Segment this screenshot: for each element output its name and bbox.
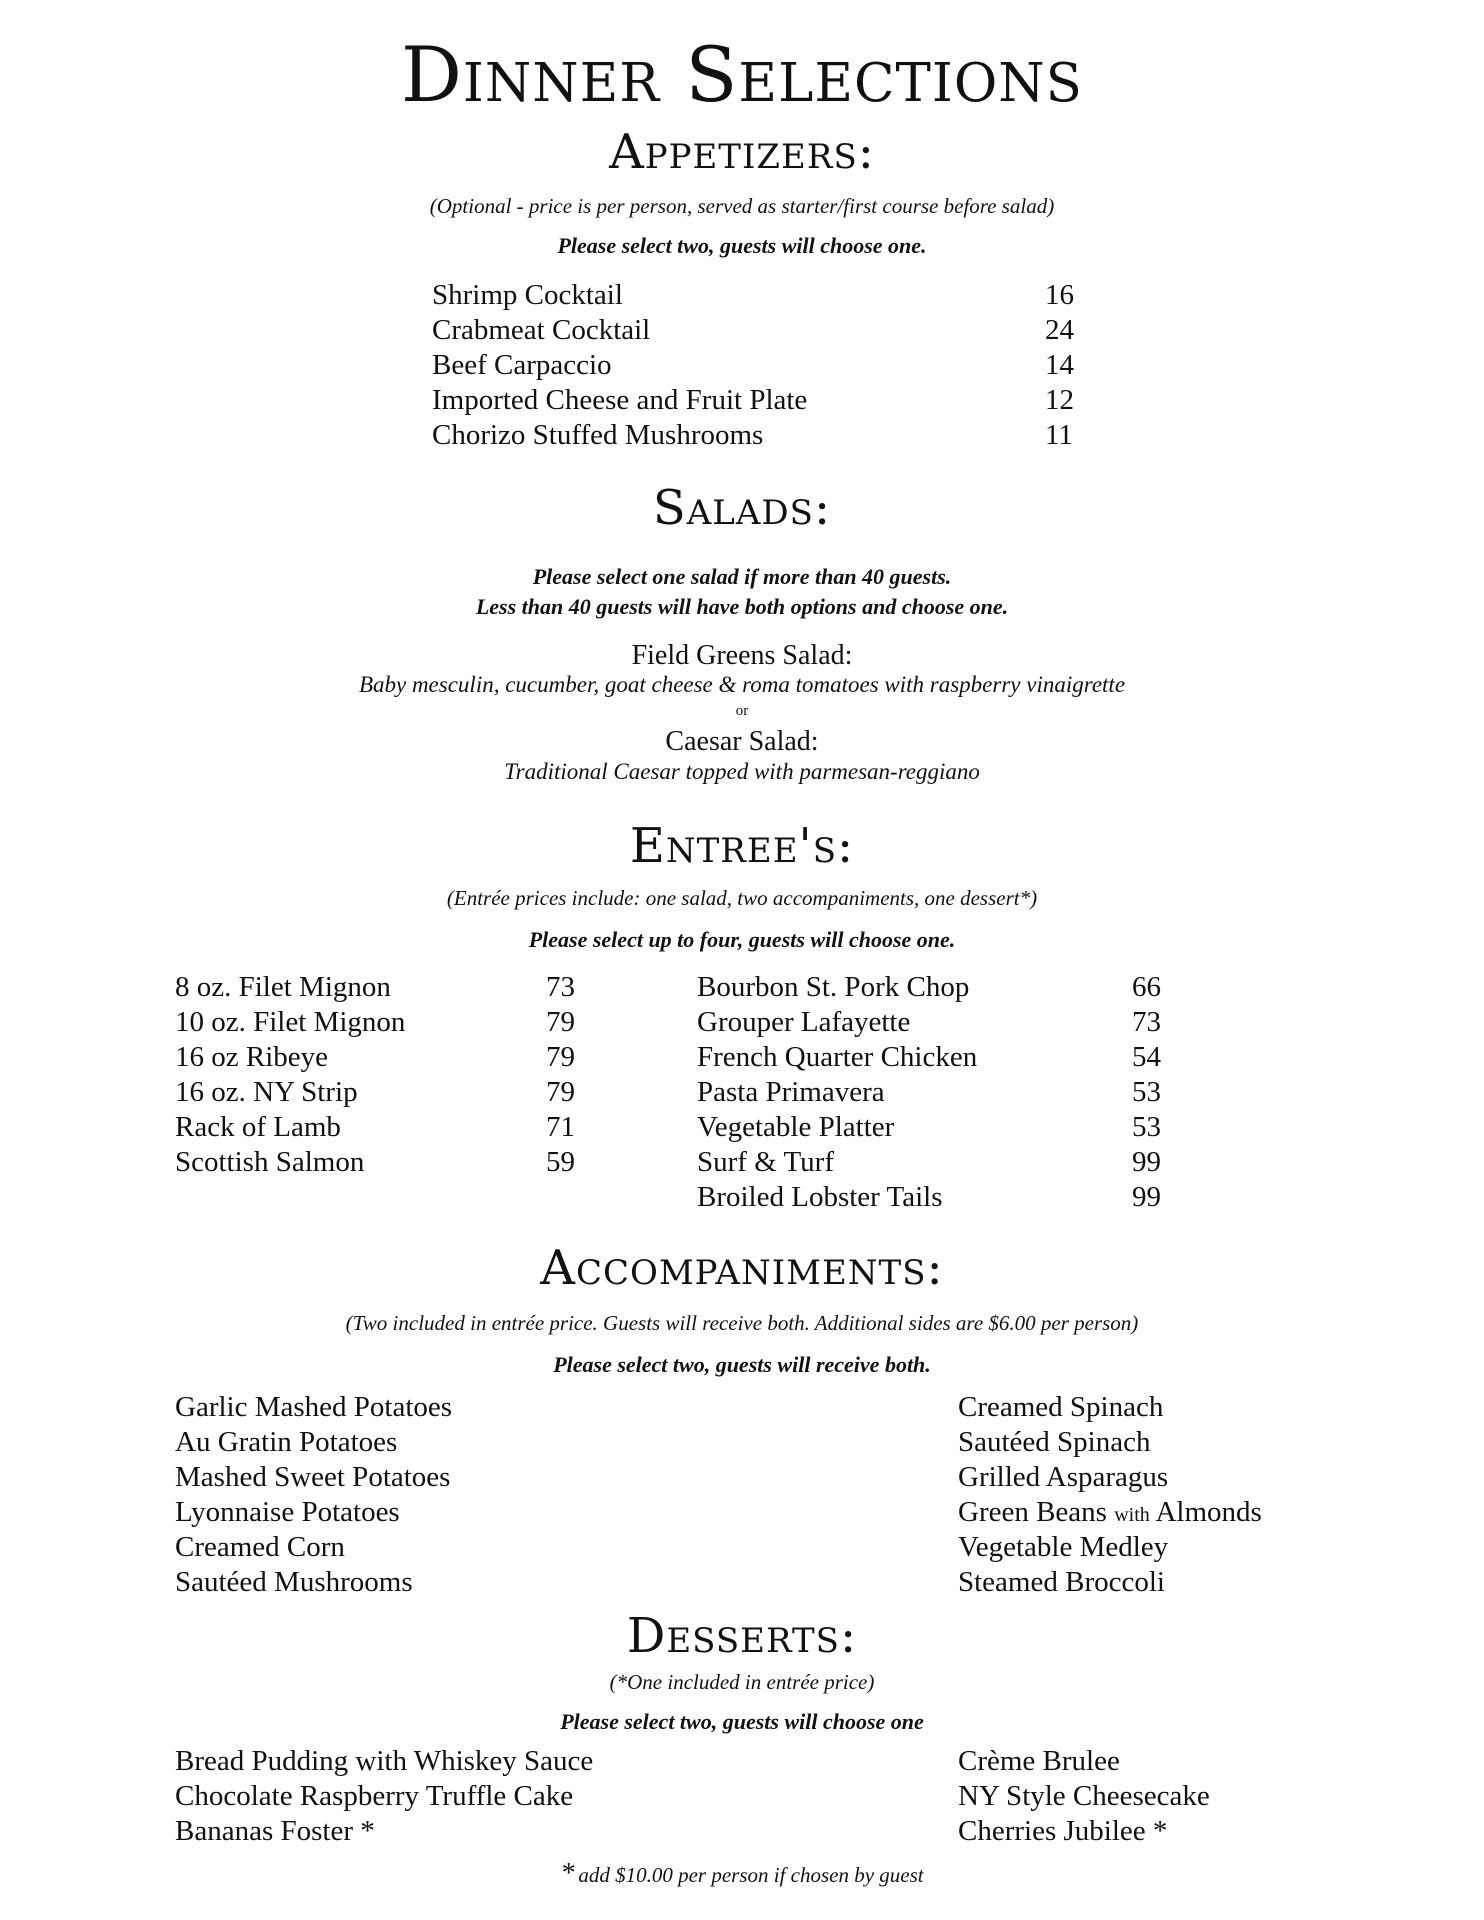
accompaniments-note: (Two included in entrée price. Guests will receive both. Additional sides are $6.00 per person) — [345, 1311, 1139, 1335]
entree-price: 79 — [546, 1041, 575, 1073]
entree-price: 99 — [1132, 1181, 1161, 1213]
entree-name: Surf & Turf — [697, 1146, 834, 1178]
appetizer-name: Imported Cheese and Fruit Plate — [432, 384, 808, 416]
entree-price: 79 — [546, 1006, 575, 1038]
appetizers-note: (Optional - price is per person, served as starter/first course before salad) — [429, 194, 1055, 218]
appetizer-price: 11 — [1045, 419, 1073, 451]
appetizer-name: Chorizo Stuffed Mushrooms — [432, 419, 764, 451]
salad-field-greens-name: Field Greens Salad: — [631, 640, 853, 671]
entree-name: Vegetable Platter — [697, 1111, 895, 1143]
footnote-text: add $10.00 per person if chosen by guest — [578, 1863, 924, 1887]
entree-price: 54 — [1132, 1041, 1161, 1073]
dessert-item: Chocolate Raspberry Truffle Cake — [175, 1780, 574, 1812]
entree-name: 16 oz. NY Strip — [175, 1076, 358, 1108]
accompaniment-item: Grilled Asparagus — [958, 1461, 1169, 1493]
entree-price: 79 — [546, 1076, 575, 1108]
desserts-instruction: Please select two, guests will choose one — [560, 1709, 924, 1734]
entrees-heading: Entree's: — [629, 818, 855, 874]
salads-instruction-1: Please select one salad if more than 40 guests. — [532, 564, 952, 589]
appetizers-heading: Appetizers: — [609, 124, 875, 180]
salad-caesar-desc: Traditional Caesar topped with parmesan-reggiano — [504, 759, 980, 784]
page-title: Dinner Selections — [401, 30, 1083, 119]
accompaniment-item: Lyonnaise Potatoes — [175, 1496, 400, 1528]
entree-name: Broiled Lobster Tails — [697, 1181, 943, 1213]
entree-price: 53 — [1132, 1076, 1161, 1108]
appetizer-price: 12 — [1045, 384, 1074, 416]
appetizer-price: 14 — [1045, 349, 1074, 381]
entree-name: French Quarter Chicken — [697, 1041, 978, 1073]
accompaniment-item — [958, 1495, 1262, 1533]
desserts-note: (*One included in entrée price) — [609, 1670, 875, 1694]
entrees-instruction: Please select up to four, guests will choose one. — [528, 927, 956, 952]
appetizer-name: Crabmeat Cocktail — [432, 314, 651, 346]
appetizer-price: 24 — [1045, 314, 1074, 346]
dessert-item: Crème Brulee — [958, 1745, 1120, 1777]
dessert-item: Bananas Foster * — [175, 1815, 375, 1847]
entree-name: 8 oz. Filet Mignon — [175, 971, 391, 1003]
accompaniment-item: Vegetable Medley — [958, 1531, 1169, 1563]
accompaniment-item: Garlic Mashed Potatoes — [175, 1391, 453, 1423]
desserts-footnote — [0, 1858, 1484, 1890]
accompaniment-item: Sautéed Spinach — [958, 1426, 1151, 1458]
entrees-note: (Entrée prices include: one salad, two accompaniments, one dessert*) — [446, 886, 1038, 910]
entree-price: 73 — [546, 971, 575, 1003]
entree-name: Scottish Salmon — [175, 1146, 365, 1178]
entree-price: 53 — [1132, 1111, 1161, 1143]
dessert-item: Bread Pudding with Whiskey Sauce — [175, 1745, 594, 1777]
salad-caesar-name: Caesar Salad: — [665, 726, 819, 757]
green-beans-with: with — [1114, 1504, 1150, 1526]
accompaniment-item: Creamed Spinach — [958, 1391, 1164, 1423]
footnote-star: * — [560, 1858, 575, 1889]
entree-name: Rack of Lamb — [175, 1111, 341, 1143]
accompaniment-item: Steamed Broccoli — [958, 1566, 1165, 1598]
salads-or: or — [735, 703, 749, 719]
entree-name: Pasta Primavera — [697, 1076, 885, 1108]
salad-field-greens-desc: Baby mesculin, cucumber, goat cheese & roma tomatoes with raspberry vinaigrette — [358, 672, 1126, 697]
accompaniment-item: Creamed Corn — [175, 1531, 345, 1563]
green-beans-label: Green Beans — [958, 1496, 1107, 1528]
salads-heading: Salads: — [652, 480, 832, 536]
entree-name: Bourbon St. Pork Chop — [697, 971, 970, 1003]
entree-price: 71 — [546, 1111, 575, 1143]
entree-name: 10 oz. Filet Mignon — [175, 1006, 406, 1038]
entree-price: 66 — [1132, 971, 1161, 1003]
dessert-item: NY Style Cheesecake — [958, 1780, 1210, 1812]
desserts-heading: Desserts: — [626, 1608, 858, 1664]
accompaniments-heading: Accompaniments: — [540, 1240, 944, 1296]
appetizer-price: 16 — [1045, 279, 1074, 311]
entree-price: 59 — [546, 1146, 575, 1178]
dessert-item: Cherries Jubilee * — [958, 1815, 1168, 1847]
entree-name: Grouper Lafayette — [697, 1006, 911, 1038]
appetizer-name: Beef Carpaccio — [432, 349, 612, 381]
appetizer-name: Shrimp Cocktail — [432, 279, 623, 311]
entree-name: 16 oz Ribeye — [175, 1041, 329, 1073]
entree-price: 73 — [1132, 1006, 1161, 1038]
green-beans-almonds: Almonds — [1155, 1496, 1262, 1528]
entree-price: 99 — [1132, 1146, 1161, 1178]
accompaniment-item: Mashed Sweet Potatoes — [175, 1461, 451, 1493]
accompaniment-item: Au Gratin Potatoes — [175, 1426, 398, 1458]
accompaniment-item: Sautéed Mushrooms — [175, 1566, 413, 1598]
salads-instruction-2: Less than 40 guests will have both options and choose one. — [475, 594, 1009, 619]
accompaniments-instruction: Please select two, guests will receive both. — [553, 1352, 931, 1377]
appetizers-instruction: Please select two, guests will choose one. — [557, 233, 927, 258]
